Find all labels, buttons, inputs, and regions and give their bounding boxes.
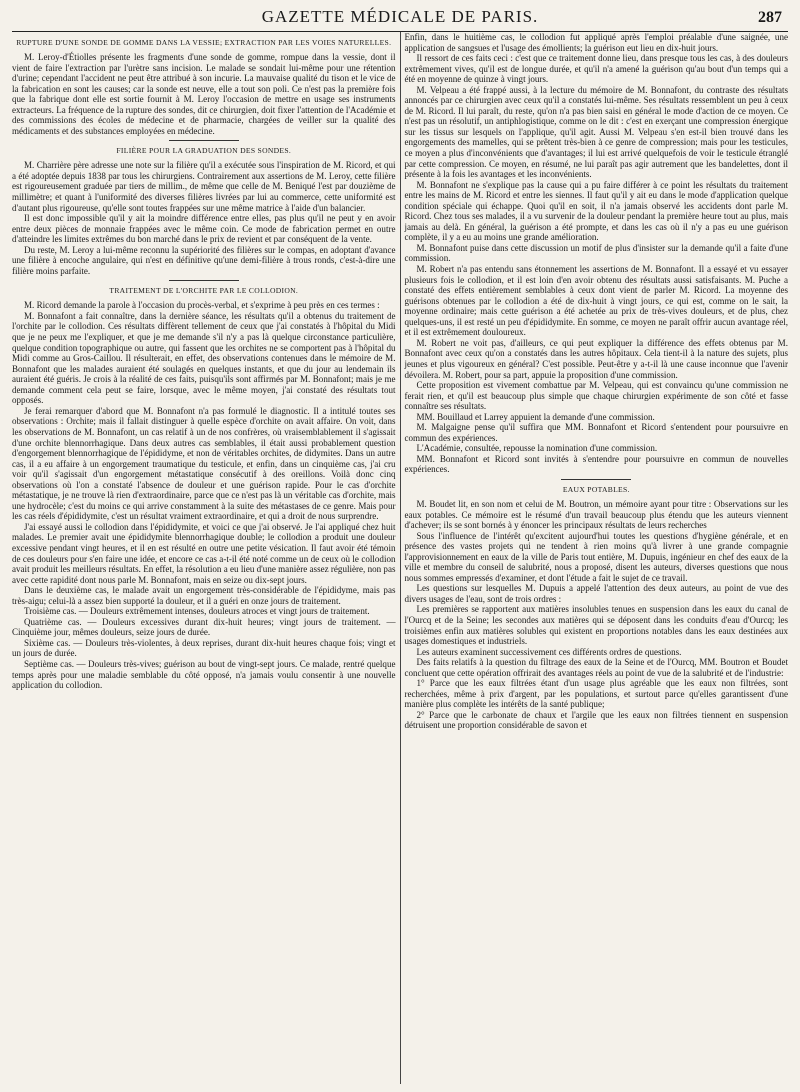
section-title-filiere: FILIÈRE POUR LA GRADUATION DES SONDES. <box>116 146 292 156</box>
running-head <box>12 0 788 30</box>
paragraph: Les auteurs examinent successivement ces différents ordres de questions. <box>416 646 682 657</box>
paragraph: 2° Parce que le carbonate de chaux et l'argile que les eaux non filtrées tiennent en suspension détruisent une proportion considérable de savon et <box>404 709 788 731</box>
two-column-body <box>12 32 788 1084</box>
paragraph: Septième cas. — Douleurs très-vives; guérison au bout de vingt-sept jours. Ce malade, rentré quelque temps après pour une maladie semblable du côté opposé, n'a jamais voulu consentir à une nouvelle application du collodion. <box>12 658 396 691</box>
paragraph: Les questions sur lesquelles M. Dupuis a appelé l'attention des deux auteurs, au point de vue des divers usages de l'eau, sont de trois ordres : <box>404 583 788 604</box>
paragraph: M. Bonnafont puise dans cette discussion un motif de plus d'insister sur la demande qu'il a faite d'une commission. <box>404 242 788 264</box>
paragraph: M. Leroy-d'Étiolles présente les fragments d'une sonde de gomme, rompue dans la vessie, dont il vient de faire l'extraction par l'urètre sans incision. Le malade se sondait lui-même pour une rétention d'urine; cependant l'accident ne peut être attribué à son incurie. La mauvaise qualité du tison et le vice de la fabrication en sont les causes; car la sonde est neuve, elle a tout son poli. Ce n'est pas la première fois que la fabrique dont elle est sortie fournit à M. Leroy l'occasion de mettre en usage ses instruments extracteurs. La fréquence de la rupture des sondes, dit ce chirurgien, doit fixer l'attention de l'Académie et des commissions des écoles de médecine et de pharmacie, chargées de veiller sur la qualité des médicaments et des substances employées en médecine. <box>12 52 396 136</box>
paragraph: Sixième cas. — Douleurs très-violentes, à deux reprises, durant dix-huit heures chaque fois; vingt et un jours de durée. <box>12 637 396 659</box>
paragraph: Il ressort de ces faits ceci : c'est que ce traitement donne lieu, dans presque tous les cas, à des douleurs extrêmement vives, qu'il est de longue durée, et qu'il n'a amené la guérison qu'au bout d'un temps qui a été en moyenne de quinze à vingt jours. <box>404 53 788 85</box>
paragraph: Dans le deuxième cas, le malade avait un engorgement très-considérable de l'épididyme, mais pas très-aigu; celui-là a assez bien supporté la douleur, et il a guéri en onze jours de traitement. <box>12 585 396 606</box>
paragraph: J'ai essayé aussi le collodion dans l'épididymite, et voici ce que j'ai observé. Je l'ai appliqué chez huit malades. Le premier avait une épididymite blennorrhagique double; le collodion a produit une douleur excessive pendant vingt heures, et il en est résulté en outre une petite vésication. Il faut avoir été témoin de ces douleurs pour s'en faire une idée, et encore ce cas a-t-il été noté comme un de ceux où le collodion avait produit les meilleurs résultats. En effet, la résolution a eu lieu d'une manière assez régulière, non pas avec cette rapidité dont nous parle M. Bonnafont, mais en seize ou dix-sept jours. <box>12 521 396 585</box>
paragraph: Troisième cas. — Douleurs extrêmement intenses, douleurs atroces et vingt jours de traitement. <box>24 606 370 617</box>
paragraph: Cette proposition est vivement combattue par M. Velpeau, qui est convaincu qu'une commission ne ferait rien, et qu'il est beaucoup plus simple que chaque chirurgien expérimente de son côté et fasse connaître ses résultats. <box>404 380 788 412</box>
paragraph: Des faits relatifs à la question du filtrage des eaux de la Seine et de l'Ourcq, MM. Boutron et Boudet concluent que cette opération offrirait des avantages réels au point de vue de la salubrité et de l'industrie: <box>404 657 788 678</box>
paragraph: Quatrième cas. — Douleurs excessives durant dix-huit heures; vingt jours de traitement. — Cinquième jour, mêmes douleurs, seize jours de durée. <box>12 616 396 638</box>
paragraph: M. Bonnafont ne s'explique pas la cause qui a pu faire différer à ce point les résultats du traitement entre les mains de M. Ricord et entre les siennes. Il faut qu'il y ait eu dans le mode d'application quelque condition spéciale qui échappe. Quoi qu'il en soit, il n'a jamais observé les accidents dont parle M. Ricord. Chez tous ses malades, il a vu survenir de la douleur pendant la première heure tout au plus, mais jamais au delà. En général, la guérison a été prompte, et dans les cas où il n'y a pas eu une guérison complète, il y a eu au moins une grande amélioration. <box>404 179 788 243</box>
paragraph: Les premières se rapportent aux matières insolubles tenues en suspension dans les eaux du canal de l'Ourcq et de la Seine; les secondes aux matières qui se déposent dans les conduits d'eau d'Ourcq; les troisièmes enfin aux matières solubles qui existent en proportions notables dans les eaux destinées aux usages domestiques et industriels. <box>404 604 788 647</box>
publication-title: GAZETTE MÉDICALE DE PARIS. <box>261 7 539 26</box>
paragraph: Sous l'influence de l'intérêt qu'excitent aujourd'hui toutes les questions d'hygiène générale, et en présence des vastes projets qui ne tendent à rien moins qu'à livrer à une grande compagnie l'approvisionnement en eaux de la ville de Paris tout entière, M. Dupuis, ingénieur en chef des eaux de la ville et membre du conseil de salubrité, nous a proposé, disent les auteurs, diverses questions que nous nous sommes empressés d'examiner, et dont l'étude a fait le sujet de ce travail. <box>404 530 788 583</box>
paragraph: Enfin, dans le huitième cas, le collodion fut appliqué après l'emploi préalable d'une saignée, une application de sangsues et l'usage des émollients; la guérison eut lieu en dix-huit jours. <box>404 32 788 53</box>
paragraph: M. Malgaigne pense qu'il suffira que MM. Bonnafont et Ricord s'entendent pour poursuivre en commun des expériences. <box>404 422 788 443</box>
paragraph: M. Charrière père adresse une note sur la filière qu'il a exécutée sous l'inspiration de M. Ricord, et qui a été adoptée depuis 1838 par tous les chirurgiens. Contrairement aux assertions de M. Leroy, cette filière est rigoureusement graduée par tiers de millim., de même que celle de M. Beniqué l'est par douzième de millimètre; et quant à l'uniformité des diverses filières livrées par lui au commerce, cette uniformité est d'autant plus rigoureuse, qu'elle sont toutes frappées sur une même matrice à l'aide d'un balancier. <box>12 160 396 213</box>
section-divider <box>169 280 239 281</box>
right-column <box>401 32 789 1084</box>
paragraph: M. Robert ne voit pas, d'ailleurs, ce qui peut expliquer la différence des effets obtenus par M. Bonnafont avec ceux qu'on a constatés dans les autres hôpitaux. Cela tient-il à la nature des sujets, plus jeunes et plus vigoureux en général? C'est possible. Peut-être y a-t-il là une cause inconnue que l'avenir dévoilera. M. Robert, pour sa part, appuie la proposition d'une commission. <box>404 337 788 380</box>
left-column <box>12 32 400 1084</box>
paragraph: L'Académie, consultée, repousse la nomination d'une commission. <box>416 443 658 454</box>
section-divider <box>561 479 631 480</box>
section-title-eaux-potables: EAUX POTABLES. <box>562 484 630 494</box>
paragraph: M. Velpeau a été frappé aussi, à la lecture du mémoire de M. Bonnafont, du contraste des résultats annoncés par ce chirurgien avec ceux qu'il a constatés lui-même. Ses résultats ressemblent un peu à ceux de M. Ricord. Il lui paraît, du reste, qu'on n'a pas bien saisi en général le mode d'action de ce moyen. Ce n'est pas un résolutif, un antiphlogistique, comme on le dit : c'est en exerçant une compression énergique sur les tissus sur lesquels on l'applique, qu'il agit. Aussi M. Velpeau s'en est-il bien trouvé dans les engorgements des mamelles, qui se prêtent très-bien à ce genre de compression; mais pour les testicules, ce moyen a plus d'inconvénients que d'avantages; il lui est arrivé quelquefois de voir le testicule étranglé par cette compression. Ce moyen, en résumé, ne lui paraît pas agir autrement que les bandelettes, dont il présente à la fois les avantages et les inconvénients. <box>404 84 788 180</box>
paragraph: MM. Bouillaud et Larrey appuient la demande d'une commission. <box>416 411 655 422</box>
section-title-orchite: TRAITEMENT DE L'ORCHITE PAR LE COLLODION. <box>109 286 299 296</box>
paragraph: M. Ricord demande la parole à l'occasion du procès-verbal, et s'exprime à peu près en ces termes : <box>24 300 380 311</box>
paragraph: MM. Bonnafont et Ricord sont invités à s'entendre pour poursuivre en commun de nouvelles expériences. <box>404 453 788 475</box>
paragraph: Il est donc impossible qu'il y ait la moindre différence entre elles, pas plus qu'il ne peut y en avoir entre deux pièces de monnaie frappées avec le même coin. Ce mode de fabrication permet en outre d'atteindre les limites extrêmes du bon marché dans le prix de revient et par conséquent de la vente. <box>12 213 396 245</box>
paragraph: M. Robert n'a pas entendu sans étonnement les assertions de M. Bonnafont. Il a essayé et vu essayer plusieurs fois le collodion, et il est loin d'en avoir obtenu des résultats aussi satisfaisants. M. Puche a constaté des effets entièrement semblables à ceux dont vient de parler M. Ricord. La moyenne des guérisons obtenues par le collodion a été de dix-huit à vingt jours, ce qui est, comme on le sait, la moyenne ordinaire; mais cette guérison a été achetée au prix de très-vives douleurs, et de plus, chez quelques-uns, il est resté un peu d'épididymite. En somme, ce moyen ne paraît offrir aucun avantage réel, et il est extrêmement douloureux. <box>404 264 788 338</box>
paragraph: 1° Parce que les eaux filtrées étant d'un usage plus agréable que les eaux non filtrées, sont recherchées, même à prix d'argent, par les populations, et surtout parce qu'elles garantissent d'une manière plus complète les intérêts de la santé publique; <box>404 678 788 710</box>
paragraph: Du reste, M. Leroy a lui-même reconnu la supériorité des filières sur le compas, en adoptant d'avance une filière à encoche angulaire, qui n'est en définitive qu'une demi-filière à trous ronds, c'est-à-dire une filière moins parfaite. <box>12 244 396 276</box>
paragraph: Je ferai remarquer d'abord que M. Bonnafont n'a pas formulé le diagnostic. Il a intitulé toutes ses observations : Orchite; mais il fallait distinguer à quelle espèce d'orchite on avait affaire. On voit, dans les observations de M. Bonnafont, un cas relatif à un de nos confrères, où vraisemblablement il s'agissait d'une orchite blennorrhagique. Dans deux autres cas semblables, il était aussi probablement question d'engorgement blennorrhagique de l'épididyme, et non de véritables orchites, de didymites. Dans un autre cas, il a eu affaire à un engorgement traumatique du testicule, et enfin, dans un cinquième cas, j'ai cru voir qu'il s'agissait d'un engorgement métastatique consécutif à des oreillons. Voilà donc cinq observations où l'on a constaté l'absence de douleur et une guérison rapide. Pour le cas d'orchite métastatique, je ne trouve là rien d'extraordinaire, parce que ce n'est pas là un véritable cas d'orchite, mais une hydrocèle; c'est du moins ce qui arrive constamment à la suite des métastases de ce genre. Mais pour les cas réels d'épididymite, c'est un résultat vraiment extraordinaire, et qui a droit de nous surprendre. <box>12 405 396 522</box>
paragraph: M. Bonnafont a fait connaître, dans la dernière séance, les résultats qu'il a obtenus du traitement de l'orchite par le collodion. Ces résultats diffèrent tellement de ceux que j'ai constatés à l'hôpital du Midi que je ne peux me l'expliquer, et que je me demande s'il n'y a pas là quelque circonstance particulière, quelque condition topographique ou autre, qui fassent que les orchites ne se comportent pas à l'hôpital du Midi comme au Gros-Caillou. Il résulterait, en effet, des observations contenues dans le mémoire de M. Bonnafont que les malades auraient été soulagés en quelques instants, et que du jour au lendemain ils auraient été guéris. Je crois à la réalité de ces faits, puisqu'ils sont affirmés par M. Bonnafont; mais je me demande comment cela peut se faire, lorsque, avec le même moyen, j'ai constaté des résultats tout opposés. <box>12 310 396 406</box>
page-number: 287 <box>758 9 782 26</box>
paragraph: M. Boudet lit, en son nom et celui de M. Boutron, un mémoire ayant pour titre : Observations sur les eaux potables. Ce mémoire est le résumé d'un travail beaucoup plus étendu que les auteurs viennent d'achever; ils se sont bornés à y énoncer les principaux résultats de leurs recherches <box>404 498 788 531</box>
section-title-sonde: RUPTURE D'UNE SONDE DE GOMME DANS LA VESSIE; EXTRACTION PAR LES VOIES NATURELLES. <box>16 38 392 47</box>
section-divider <box>169 140 239 141</box>
